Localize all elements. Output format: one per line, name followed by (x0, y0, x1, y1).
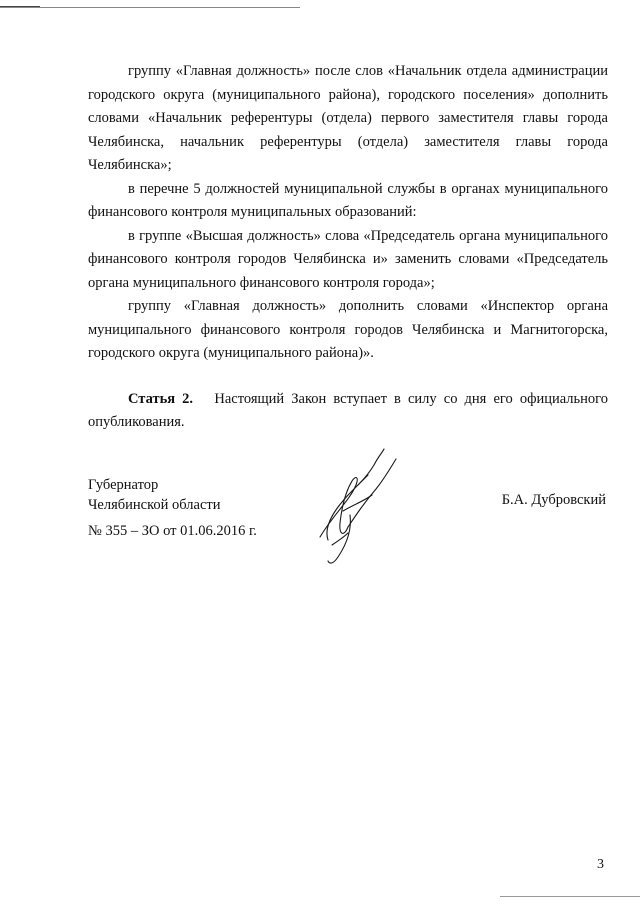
page-number: 3 (597, 857, 604, 872)
article-title: Статья 2. (128, 390, 194, 407)
spacer (88, 366, 608, 388)
article-text: Настоящий Закон вступает в силу со дня его официального опубликования. (88, 390, 609, 430)
signature-block (88, 475, 608, 595)
law-number: № 355 – ЗО от 01.06.2016 г. (88, 523, 257, 539)
governor-name: Б.А. Дубровский (501, 492, 606, 508)
paragraph-4: группу «Главная должность» дополнить словами «Инспектор органа муниципального финансового контроля городов Челябинска и Магнитогорска, городского округа (муниципального района)». (88, 298, 608, 361)
scan-artifact-line (500, 896, 640, 897)
governor-region: Челябинской области (88, 497, 221, 513)
paragraph-3: в группе «Высшая должность» слова «Председатель органа муниципального финансового контроля городов Челябинска и» заменить словами «Председатель органа муниципального финансового контроля города»; (88, 227, 608, 291)
paragraph-2: в перечне 5 должностей муниципальной службы в органах муниципального финансового контроля муниципальных образований: (88, 180, 608, 220)
handwritten-signature (298, 445, 408, 570)
paragraph-1: группу «Главная должность» после слов «Начальник отдела администрации городского округа (муниципального района), городского поселения» дополнить словами «Начальник референтуры (отдела) первого заместителя главы города Челябинска, начальник референтуры (отдела) заместителя главы города Челябинска»; (88, 63, 608, 173)
scan-artifact-line (0, 7, 300, 8)
article-2-paragraph (88, 388, 608, 435)
governor-title: Губернатор (88, 477, 159, 493)
document-body (88, 60, 608, 435)
